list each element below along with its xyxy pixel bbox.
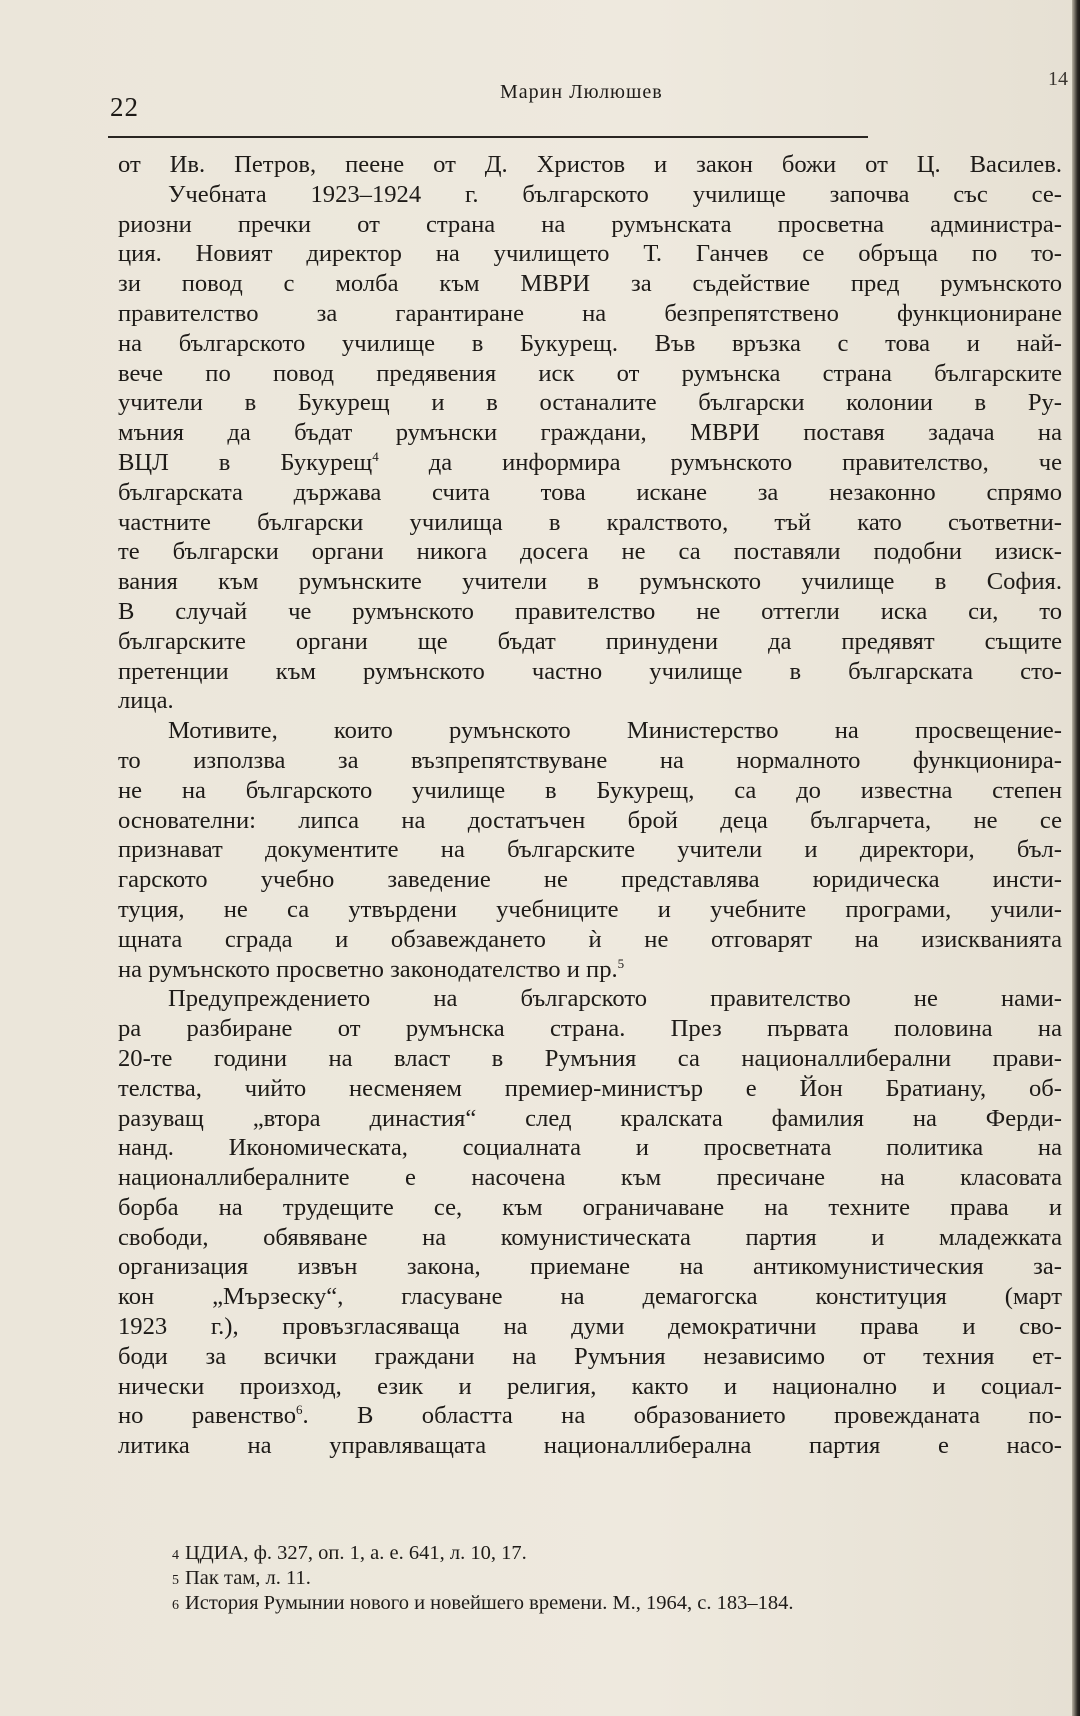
text-line-content: лица. [118,687,174,715]
text-line-content: признават документите на българските учители и директори, бъл- [118,836,1062,864]
text-line [118,1223,1062,1253]
text-line-content: българските органи ще бъдат принудени да предявят същите [118,627,1062,655]
text-line [118,627,1062,657]
text-line-content: ра разбиране от румънска страна. През първата половина на [118,1015,1062,1043]
text-line [118,895,1062,925]
text-line-content: на румънското просветно законодателство и пр. [118,955,618,983]
text-line [118,835,1062,865]
text-line-content: боди за всички граждани на Румъния независимо от техния ет- [118,1342,1062,1370]
text-line [118,1163,1062,1193]
text-line-content: претенции към румънското частно училище в българската сто- [118,657,1062,685]
text-line [118,269,1062,299]
text-line-content: Учебната 1923–1924 г. българското училище започва със се- [168,180,1062,208]
text-line-content: вече по повод предявения иск от румънска страна българските [118,359,1062,387]
text-line [118,1193,1062,1223]
text-line-content: риозни пречки от страна на румънската просветна администра- [118,210,1062,238]
text-line-content: 1923 г.), провъзгласяваща на думи демократични права и сво- [118,1313,1062,1341]
text-line-content: борба на трудещите се, към ограничаване на техните права и [118,1193,1062,1221]
text-line-content: ВЦЛ в Букурещ [118,448,373,476]
text-line-content: правителство за гарантиране на безпрепятствено функциониране [118,299,1062,327]
text-line-content: нически произход, език и религия, както и национално и социал- [118,1372,1062,1400]
text-line-rest: да информира румънското правителство, че [378,448,1062,476]
footnote-mark: 6 [172,1598,179,1613]
text-line [118,955,1062,985]
footnote-reference: 6 [296,1402,303,1418]
text-line-content: мъния да бъдат румънски граждани, МВРИ поставя задача на [118,419,1062,447]
footnote [172,1592,1062,1617]
text-line-content: гарското учебно заведение не представлява юридическа инсти- [118,866,1062,894]
text-line-content: литика на управляващата националлиберална партия е насо- [118,1432,1062,1460]
text-line [118,567,1062,597]
text-line [118,1014,1062,1044]
corner-page-marker: 14 [1048,68,1068,90]
text-line [118,1401,1062,1431]
text-line [118,1312,1062,1342]
text-line-content: но равенство [118,1402,296,1430]
text-line-content: организация извън закона, приемане на антикомунистическия за- [118,1253,1062,1281]
footnote-mark: 4 [172,1548,179,1563]
text-line-content: кон „Мързеску“, гласуване на демагогска конституция (март [118,1283,1062,1311]
text-line [118,299,1062,329]
text-line [118,1133,1062,1163]
text-line-content: свободи, обявяване на комунистическата партия и младежката [118,1223,1062,1251]
text-line-rest: . В областта на образованието провежданата по- [302,1402,1063,1430]
text-line [118,1282,1062,1312]
body-text [118,150,1062,1461]
page-header [110,78,1060,138]
text-line [118,657,1062,687]
footnote-mark: 5 [172,1573,179,1588]
text-line [118,865,1062,895]
page-number: 22 [110,92,139,122]
text-line [118,806,1062,836]
footnotes [172,1542,1062,1617]
text-line [118,537,1062,567]
text-line-content: разуващ „втора династия“ след кралската фамилия на Ферди- [118,1104,1062,1132]
text-line-content: националлибералните е насочена към пресичане на класовата [118,1164,1062,1192]
text-line [118,597,1062,627]
text-line [118,388,1062,418]
text-line [118,1104,1062,1134]
text-line-content: не на българското училище в Букурещ, са до известна степен [118,776,1062,804]
text-line-content: основателни: липса на достатъчен брой деца българчета, не се [118,806,1062,834]
page-edge-shadow [1072,0,1080,1716]
footnote [172,1567,1062,1592]
text-line [118,359,1062,389]
text-line [118,180,1062,210]
text-line-content: вания към румънските учители в румънското училище в София. [118,568,1062,596]
text-line [118,716,1062,746]
text-line-content: В случай че румънското правителство не оттегли иска си, то [118,597,1062,625]
text-line-content: то използва за възпрепятствуване на нормалното функционира- [118,746,1062,774]
text-line-content: Мотивите, които румънското Министерство на просвещение- [168,717,1062,745]
text-line [118,418,1062,448]
text-line [118,1074,1062,1104]
text-line-content: щната сграда и обзавеждането ѝ не отговарят на изискванията [118,925,1062,953]
footnote-text: Пак там, л. 11. [185,1567,311,1589]
text-line-content: зи повод с молба към МВРИ за съдействие пред румънското [118,270,1062,298]
text-line-content: нанд. Икономическата, социалната и просветната политика на [118,1134,1062,1162]
text-line [118,686,1062,716]
text-line [118,508,1062,538]
text-line-content: 20-те години на власт в Румъния са националлиберални прави- [118,1044,1062,1072]
text-line [118,1342,1062,1372]
text-line-content: Предупреждението на българското правителство не нами- [168,985,1062,1013]
text-line [118,1431,1062,1461]
text-line-content: от Ив. Петров, пеене от Д. Христов и закон божи от Ц. Василев. [118,151,1062,178]
header-rule [108,136,868,138]
text-line-content: те български органи никога досега не са поставяли подобни изиск- [118,538,1062,566]
text-line [118,329,1062,359]
text-line-content: българската държава счита това искане за незаконно спрямо [118,478,1062,506]
footnote [172,1542,1062,1567]
text-line [118,984,1062,1014]
text-line-content: частните български училища в кралството, тъй като съответни- [118,508,1062,536]
text-line-content: ция. Новият директор на училището Т. Ганчев се обръща по то- [118,240,1062,268]
text-line [118,1252,1062,1282]
text-line [118,478,1062,508]
footnote-reference: 4 [372,448,379,464]
text-line-content: на българското училище в Букурещ. Във връзка с това и най- [118,329,1062,357]
text-line [118,1044,1062,1074]
text-line [118,925,1062,955]
text-line [118,776,1062,806]
text-line [118,239,1062,269]
text-line-content: телства, чийто несменяем премиер-министър е Йон Братиану, об- [118,1074,1062,1102]
text-line-content: туция, не са утвърдени учебниците и учебните програми, учили- [118,895,1062,923]
text-line-content: учители в Букурещ и в останалите български колонии в Ру- [118,389,1062,417]
text-line [118,1372,1062,1402]
footnote-text: ЦДИА, ф. 327, оп. 1, а. е. 641, л. 10, 17. [185,1542,527,1564]
footnote-reference: 5 [617,955,625,971]
text-line [118,448,1062,478]
text-line [118,746,1062,776]
footnote-text: История Румынии нового и новейшего времени. М., 1964, с. 183–184. [185,1592,794,1614]
text-line [118,150,1062,180]
running-head-author: Марин Люлюшев [500,81,663,103]
text-line [118,210,1062,240]
